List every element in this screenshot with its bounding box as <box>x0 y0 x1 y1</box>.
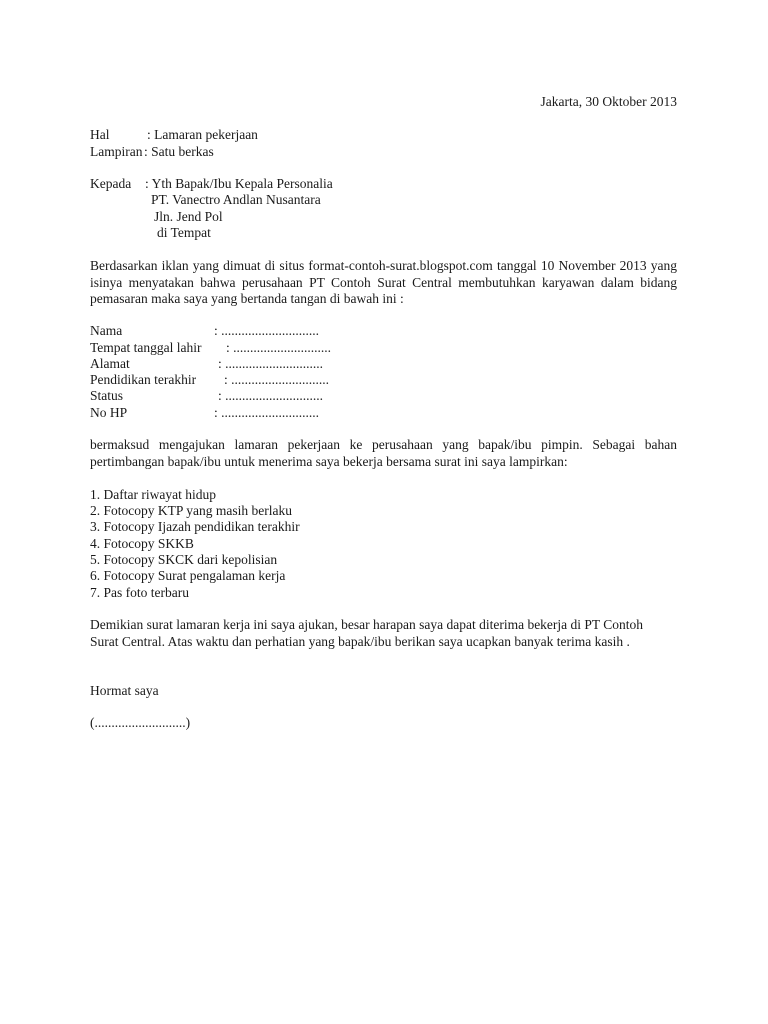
field-label-pendidikan: Pendidikan terakhir <box>90 372 197 387</box>
field-value-nohp: : ............................. <box>214 405 320 420</box>
field-label-status: Status <box>90 388 124 403</box>
attachment-item: 2. Fotocopy KTP yang masih berlaku <box>90 503 292 518</box>
field-value-alamat: : ............................. <box>218 356 324 371</box>
hal-label: Hal <box>90 127 110 142</box>
recipient-line-1: : Yth Bapak/Ibu Kepala Personalia <box>145 176 333 191</box>
field-label-nama: Nama <box>90 323 123 338</box>
field-value-ttl: : ............................. <box>226 340 332 355</box>
recipient-line-4: di Tempat <box>157 225 211 240</box>
attachment-item: 1. Daftar riwayat hidup <box>90 487 216 502</box>
field-value-status: : ............................. <box>218 388 324 403</box>
attachment-item: 5. Fotocopy SKCK dari kepolisian <box>90 552 278 567</box>
sign-off: Hormat saya <box>90 683 159 698</box>
kepada-label: Kepada <box>90 176 132 191</box>
attachment-item: 3. Fotocopy Ijazah pendidikan terakhir <box>90 519 300 534</box>
recipient-line-2: PT. Vanectro Andlan Nusantara <box>151 192 321 207</box>
signature-placeholder: (...........................) <box>90 715 191 730</box>
body-paragraph: bermaksud mengajukan lamaran pekerjaan ke perusahaan yang bapak/ibu pimpin. Sebagai bahan pertimbangan bapak/ibu untuk menerima saya bekerja bersama surat ini saya lampirkan: <box>90 437 677 469</box>
lampiran-value: : Satu berkas <box>144 144 214 159</box>
attachment-item: 6. Fotocopy Surat pengalaman kerja <box>90 568 286 583</box>
date-line: Jakarta, 30 Oktober 2013 <box>540 94 677 109</box>
recipient-line-3: Jln. Jend Pol <box>154 209 223 224</box>
field-value-nama: : ............................. <box>214 323 320 338</box>
closing-line-1: Demikian surat lamaran kerja ini saya ajukan, besar harapan saya dapat diterima bekerja di PT Contoh <box>90 617 644 632</box>
intro-paragraph: Berdasarkan iklan yang dimuat di situs format-contoh-surat.blogspot.com tanggal 10 November 2013 yang isinya menyatakan bahwa perusahaan PT Contoh Surat Central membutuhkan karyawan dalam bidang pemasaran maka saya yang bertanda tangan di bawah ini : <box>90 258 677 306</box>
attachment-item: 4. Fotocopy SKKB <box>90 536 194 551</box>
attachment-item: 7. Pas foto terbaru <box>90 585 189 600</box>
field-label-ttl: Tempat tanggal lahir <box>90 340 202 355</box>
closing-line-2: Surat Central. Atas waktu dan perhatian yang bapak/ibu berikan saya ucapkan banyak terima kasih . <box>90 634 630 649</box>
lampiran-label: Lampiran <box>90 144 143 159</box>
field-value-pendidikan: : ............................. <box>224 372 330 387</box>
field-label-alamat: Alamat <box>90 356 130 371</box>
field-label-nohp: No HP <box>90 405 128 420</box>
hal-value: : Lamaran pekerjaan <box>147 127 258 142</box>
